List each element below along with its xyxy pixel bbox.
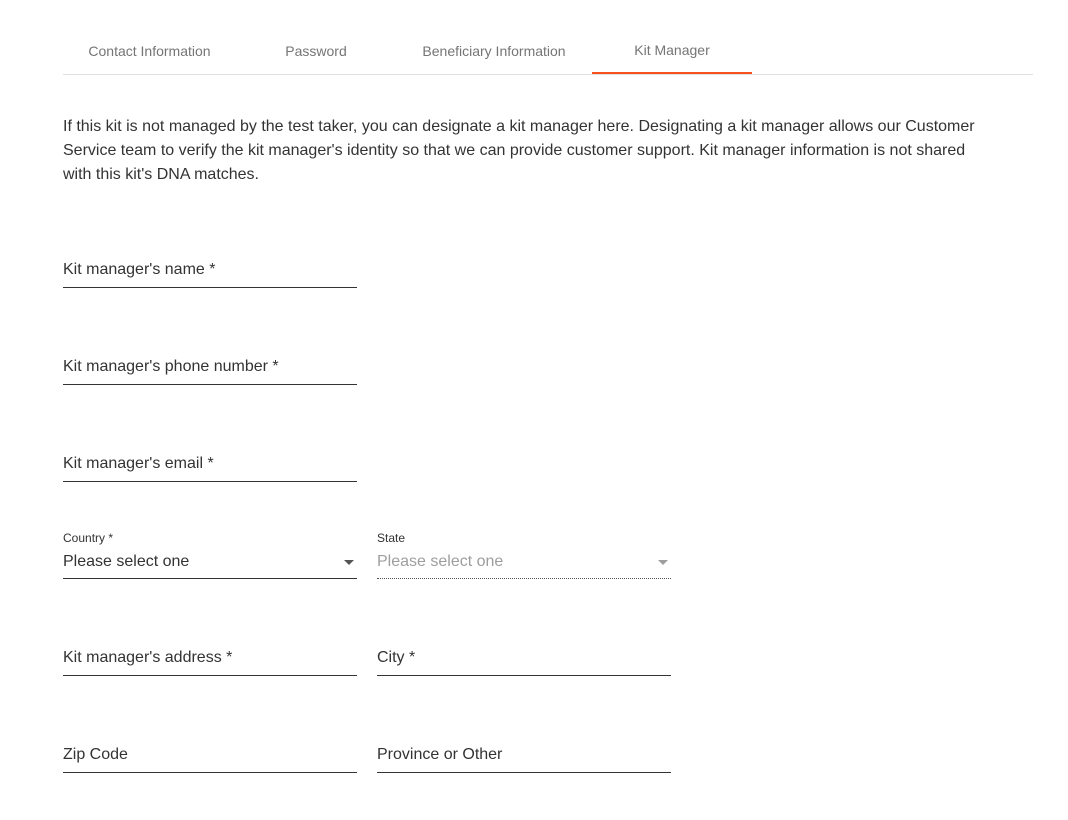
tab-kit-manager[interactable] — [592, 28, 752, 74]
zip-code-field[interactable] — [63, 733, 357, 773]
kit-manager-address-field[interactable] — [63, 636, 357, 676]
kit-manager-phone-field[interactable] — [63, 345, 357, 385]
field-label: City * — [377, 649, 416, 666]
kit-manager-email-field[interactable] — [63, 442, 357, 482]
province-field[interactable] — [377, 733, 671, 773]
field-label: Zip Code — [63, 746, 128, 763]
field-label: Kit manager's address * — [63, 649, 233, 666]
state-label: State — [377, 531, 406, 545]
tab-beneficiary-information[interactable] — [402, 28, 586, 73]
tab-label: Kit Manager — [634, 42, 710, 58]
tab-contact-information[interactable] — [63, 28, 236, 73]
chevron-down-icon — [658, 560, 668, 565]
country-select[interactable] — [63, 531, 357, 579]
country-label: Country * — [63, 531, 114, 545]
field-label: Province or Other — [377, 746, 503, 763]
kit-manager-name-field[interactable] — [63, 248, 357, 288]
field-label: Kit manager's phone number * — [63, 358, 279, 375]
tab-password[interactable] — [256, 28, 376, 73]
field-label: Kit manager's name * — [63, 261, 216, 278]
tab-label: Beneficiary Information — [422, 42, 566, 59]
state-value: Please select one — [377, 553, 504, 570]
tab-label: Contact Information — [88, 42, 211, 59]
country-value: Please select one — [63, 553, 190, 570]
tab-label: Password — [285, 42, 347, 59]
field-label: Kit manager's email * — [63, 455, 214, 472]
intro-text: If this kit is not managed by the test taker, you can designate a kit manager here. Designating a kit manager allows our Customer Service team to verify the kit manager's identity so that we can provide customer support. Kit manager information is not shared with this kit's DNA matches. — [63, 118, 975, 183]
chevron-down-icon — [344, 560, 354, 565]
state-select[interactable] — [377, 531, 671, 579]
settings-tabs — [63, 28, 1033, 75]
city-field[interactable] — [377, 636, 671, 676]
